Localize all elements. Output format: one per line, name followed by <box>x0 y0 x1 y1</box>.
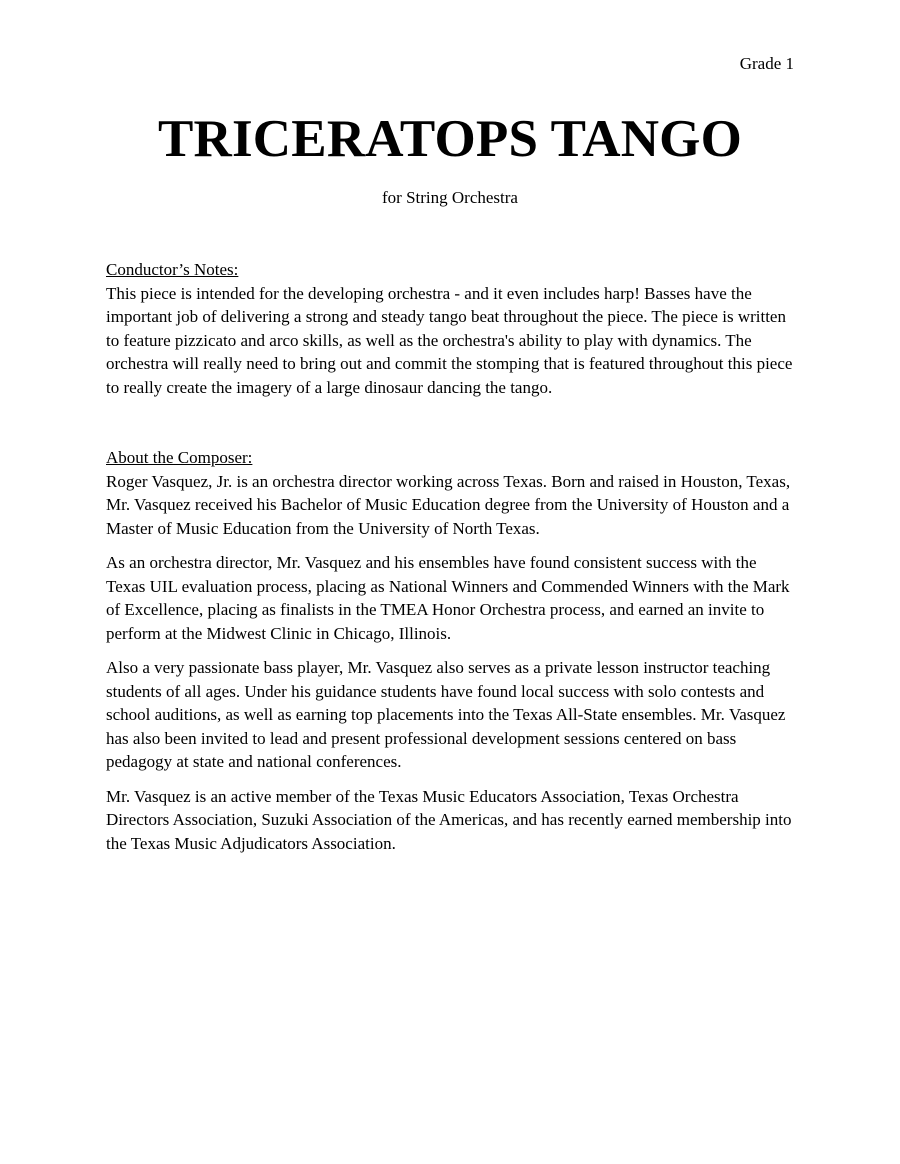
conductors-notes-section <box>106 258 796 399</box>
composer-paragraph-4: Mr. Vasquez is an active member of the Texas Music Educators Association, Texas Orchestra Directors Association, Suzuki Association of the Americas, and has recently earned membership into the Texas Music Adjudicators Association. <box>106 786 792 853</box>
about-composer-section <box>106 446 796 855</box>
piece-subtitle: for String Orchestra <box>382 188 518 207</box>
grade-label: Grade 1 <box>739 54 794 73</box>
composer-paragraph-3: Also a very passionate bass player, Mr. Vasquez also serves as a private lesson instructor teaching students of all ages. Under his guidance students have found local success with solo contests and school auditions, as well as earning top placements into the Texas All-State ensembles. Mr. Vasquez has also been invited to lead and present professional development sessions centered on bass pedagogy at state and national conferences. <box>106 658 786 771</box>
about-composer-heading: About the Composer: <box>106 448 253 467</box>
piece-title: TRICERATOPS TANGO <box>157 110 743 168</box>
conductors-notes-body: This piece is intended for the developing orchestra - and it even includes harp! Basses have the important job of delivering a strong and steady tango beat throughout the piece. The piece is written to feature pizzicato and arco skills, as well as the orchestra's ability to play with dynamics. The orchestra will really need to bring out and commit the stomping that is featured throughout this piece to really create the imagery of a large dinosaur dancing the tango. <box>106 283 793 397</box>
composer-paragraph-2: As an orchestra director, Mr. Vasquez and his ensembles have found consistent success with the Texas UIL evaluation process, placing as National Winners and Commended Winners with the Mark of Excellence, placing as finalists in the TMEA Honor Orchestra process, and earned an invite to perform at the Midwest Clinic in Chicago, Illinois. <box>106 553 790 643</box>
conductors-notes-heading: Conductor’s Notes: <box>106 260 239 279</box>
composer-paragraph-1: Roger Vasquez, Jr. is an orchestra director working across Texas. Born and raised in Houston, Texas, Mr. Vasquez received his Bachelor of Music Education degree from the University of Houston and a Master of Music Education from the University of North Texas. <box>106 471 791 538</box>
